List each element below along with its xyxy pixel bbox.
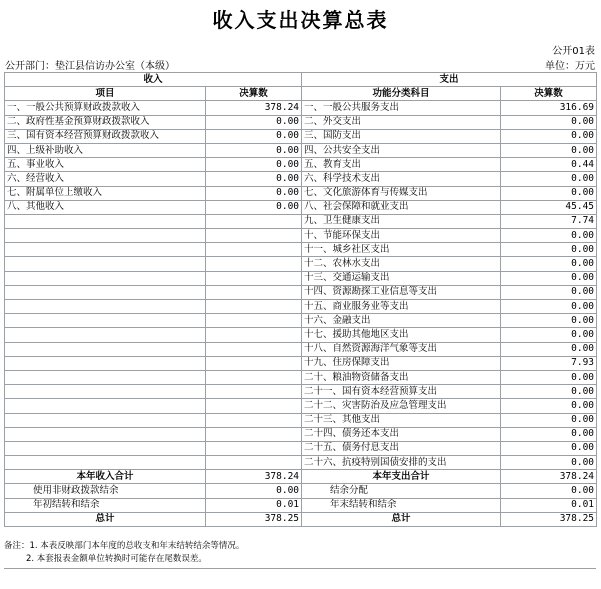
income-item-label xyxy=(5,413,206,427)
expense-item-label: 五、教育支出 xyxy=(302,158,501,172)
income-item-label: 一、一般公共预算财政拨款收入 xyxy=(5,101,206,115)
expense-item-value: 0.00 xyxy=(501,229,597,243)
income-item-value xyxy=(206,300,302,314)
income-total-label: 本年收入合计 xyxy=(5,470,206,484)
expense-item-label: 三、国防支出 xyxy=(302,129,501,143)
expense-item-value: 7.93 xyxy=(501,356,597,370)
income-item-label xyxy=(5,214,206,228)
income-item-label xyxy=(5,328,206,342)
end-balance-label: 年末结转和结余 xyxy=(302,498,501,512)
table-row xyxy=(5,101,597,115)
header-row-2 xyxy=(5,87,597,101)
table-row xyxy=(5,285,597,299)
table-row xyxy=(5,129,597,143)
page-title: 收入支出决算总表 xyxy=(212,8,389,32)
balance-row-1 xyxy=(5,484,597,498)
expense-item-label: 二十四、债务还本支出 xyxy=(302,427,501,441)
income-item-label xyxy=(5,342,206,356)
income-total-row xyxy=(5,470,597,484)
income-item-label: 二、政府性基金预算财政拨款收入 xyxy=(5,115,206,129)
table-row xyxy=(5,370,597,384)
income-item-label xyxy=(5,314,206,328)
income-item-value xyxy=(206,399,302,413)
income-item-value xyxy=(206,257,302,271)
header-row-1 xyxy=(5,73,597,87)
table-row xyxy=(5,115,597,129)
func-header: 功能分类科目 xyxy=(302,87,501,101)
income-item-label xyxy=(5,385,206,399)
income-item-value xyxy=(206,285,302,299)
expense-item-value: 0.00 xyxy=(501,441,597,455)
income-item-label xyxy=(5,399,206,413)
expense-item-label: 二十三、其他支出 xyxy=(302,413,501,427)
expense-item-label: 十二、农林水支出 xyxy=(302,257,501,271)
table-row xyxy=(5,356,597,370)
expense-item-value: 316.69 xyxy=(501,101,597,115)
expense-item-label: 十、节能环保支出 xyxy=(302,229,501,243)
income-item-value: 0.00 xyxy=(206,115,302,129)
income-item-value xyxy=(206,229,302,243)
table-row xyxy=(5,456,597,470)
expense-item-value: 0.00 xyxy=(501,300,597,314)
income-item-label: 五、事业收入 xyxy=(5,158,206,172)
expense-item-value: 0.00 xyxy=(501,456,597,470)
income-total-value: 378.24 xyxy=(206,470,302,484)
expense-item-label: 十一、城乡社区支出 xyxy=(302,243,501,257)
department-name: 公开部门：垫江县信访办公室（本级） xyxy=(5,61,175,72)
expense-item-value: 45.45 xyxy=(501,200,597,214)
income-item-value xyxy=(206,441,302,455)
expense-item-value: 0.00 xyxy=(501,115,597,129)
table-row xyxy=(5,229,597,243)
table-row xyxy=(5,300,597,314)
expense-item-value: 0.00 xyxy=(501,399,597,413)
table-row xyxy=(5,413,597,427)
unit-label: 单位：万元 xyxy=(545,61,595,72)
expense-item-label: 一、一般公共服务支出 xyxy=(302,101,501,115)
income-item-value xyxy=(206,370,302,384)
note-1: 备注：1. 本表反映部门本年度的总收支和年末结转结余等情况。 xyxy=(4,541,245,551)
table-row xyxy=(5,385,597,399)
notes xyxy=(4,540,244,566)
expense-item-label: 十六、金融支出 xyxy=(302,314,501,328)
income-item-label xyxy=(5,271,206,285)
amount-header: 决算数 xyxy=(206,87,302,101)
end-balance-value: 0.01 xyxy=(501,498,597,512)
expense-item-value: 0.00 xyxy=(501,285,597,299)
expense-item-label: 八、社会保障和就业支出 xyxy=(302,200,501,214)
table-row xyxy=(5,186,597,200)
expense-item-value: 0.00 xyxy=(501,186,597,200)
expense-item-value: 0.00 xyxy=(501,143,597,157)
expense-total-value: 378.24 xyxy=(501,470,597,484)
income-item-value: 0.00 xyxy=(206,129,302,143)
table-row xyxy=(5,257,597,271)
expense-item-label: 二十六、抗疫特别国债安排的支出 xyxy=(302,456,501,470)
income-item-value: 0.00 xyxy=(206,158,302,172)
bottom-divider xyxy=(4,568,596,569)
income-item-label: 六、经营收入 xyxy=(5,172,206,186)
income-item-label xyxy=(5,300,206,314)
income-item-value xyxy=(206,427,302,441)
distribution-label: 结余分配 xyxy=(302,484,501,498)
expense-item-label: 二十二、灾害防治及应急管理支出 xyxy=(302,399,501,413)
expense-item-value: 0.00 xyxy=(501,314,597,328)
expense-header: 支出 xyxy=(302,73,597,87)
expense-item-value: 0.00 xyxy=(501,129,597,143)
expense-item-label: 十七、援助其他地区支出 xyxy=(302,328,501,342)
expense-item-label: 二十五、债务付息支出 xyxy=(302,441,501,455)
begin-balance-value: 0.01 xyxy=(206,498,302,512)
income-item-value xyxy=(206,456,302,470)
expense-item-value: 0.00 xyxy=(501,427,597,441)
income-item-label: 七、附属单位上缴收入 xyxy=(5,186,206,200)
expense-item-label: 二十、粮油物资储备支出 xyxy=(302,370,501,384)
income-item-value xyxy=(206,271,302,285)
use-balance-value: 0.00 xyxy=(206,484,302,498)
form-number: 公开01表 xyxy=(552,46,595,57)
item-header: 项目 xyxy=(5,87,206,101)
income-item-label xyxy=(5,356,206,370)
income-item-value xyxy=(206,214,302,228)
expense-item-label: 二、外交支出 xyxy=(302,115,501,129)
expense-item-label: 七、文化旅游体育与传媒支出 xyxy=(302,186,501,200)
income-item-label: 四、上级补助收入 xyxy=(5,143,206,157)
income-item-value: 0.00 xyxy=(206,186,302,200)
table-row xyxy=(5,200,597,214)
grand-total-income: 378.25 xyxy=(206,512,302,526)
table-row xyxy=(5,427,597,441)
expense-item-value: 0.00 xyxy=(501,413,597,427)
expense-item-label: 十四、资源勘探工业信息等支出 xyxy=(302,285,501,299)
expense-item-label: 十九、住房保障支出 xyxy=(302,356,501,370)
table-row xyxy=(5,172,597,186)
expense-item-label: 二十一、国有资本经营预算支出 xyxy=(302,385,501,399)
expense-item-label: 九、卫生健康支出 xyxy=(302,214,501,228)
income-item-value xyxy=(206,314,302,328)
income-item-value: 378.24 xyxy=(206,101,302,115)
income-item-value xyxy=(206,413,302,427)
expense-item-value: 0.00 xyxy=(501,243,597,257)
table-row xyxy=(5,441,597,455)
grand-total-row xyxy=(5,512,597,526)
expense-item-label: 十三、交通运输支出 xyxy=(302,271,501,285)
expense-item-value: 0.00 xyxy=(501,385,597,399)
income-item-label xyxy=(5,456,206,470)
income-item-value xyxy=(206,385,302,399)
use-balance-label: 使用非财政拨款结余 xyxy=(5,484,206,498)
income-item-value xyxy=(206,342,302,356)
income-item-label xyxy=(5,257,206,271)
table-row xyxy=(5,158,597,172)
expense-item-value: 7.74 xyxy=(501,214,597,228)
table-row xyxy=(5,399,597,413)
table-row xyxy=(5,214,597,228)
income-item-label: 三、国有资本经营预算财政拨款收入 xyxy=(5,129,206,143)
expense-item-value: 0.00 xyxy=(501,370,597,384)
grand-total-label: 总计 xyxy=(5,512,206,526)
dept-line xyxy=(5,57,595,71)
begin-balance-label: 年初结转和结余 xyxy=(5,498,206,512)
table-row xyxy=(5,243,597,257)
income-item-value xyxy=(206,328,302,342)
expense-item-value: 0.00 xyxy=(501,172,597,186)
expense-total-label: 本年支出合计 xyxy=(302,470,501,484)
amount-header-2: 决算数 xyxy=(501,87,597,101)
summary-table xyxy=(4,72,597,527)
distribution-value: 0.00 xyxy=(501,484,597,498)
income-item-label: 八、其他收入 xyxy=(5,200,206,214)
income-item-label xyxy=(5,285,206,299)
expense-item-value: 0.00 xyxy=(501,342,597,356)
table-row xyxy=(5,328,597,342)
income-item-value: 0.00 xyxy=(206,172,302,186)
income-header: 收入 xyxy=(5,73,302,87)
income-item-label xyxy=(5,243,206,257)
income-item-value: 0.00 xyxy=(206,143,302,157)
income-item-value: 0.00 xyxy=(206,200,302,214)
expense-item-label: 六、科学技术支出 xyxy=(302,172,501,186)
expense-item-label: 四、公共安全支出 xyxy=(302,143,501,157)
income-item-label xyxy=(5,229,206,243)
balance-row-2 xyxy=(5,498,597,512)
grand-total-expense: 378.25 xyxy=(501,512,597,526)
note-2: 2. 本套报表金额单位转换时可能存在尾数误差。 xyxy=(26,554,207,564)
expense-item-label: 十八、自然资源海洋气象等支出 xyxy=(302,342,501,356)
expense-item-value: 0.44 xyxy=(501,158,597,172)
table-row xyxy=(5,271,597,285)
expense-item-value: 0.00 xyxy=(501,328,597,342)
expense-item-value: 0.00 xyxy=(501,271,597,285)
table-row xyxy=(5,342,597,356)
income-item-label xyxy=(5,441,206,455)
table-row xyxy=(5,314,597,328)
income-item-value xyxy=(206,243,302,257)
income-item-value xyxy=(206,356,302,370)
expense-item-label: 十五、商业服务业等支出 xyxy=(302,300,501,314)
expense-item-value: 0.00 xyxy=(501,257,597,271)
income-item-label xyxy=(5,427,206,441)
income-item-label xyxy=(5,370,206,384)
table-row xyxy=(5,143,597,157)
grand-total-label-2: 总计 xyxy=(302,512,501,526)
